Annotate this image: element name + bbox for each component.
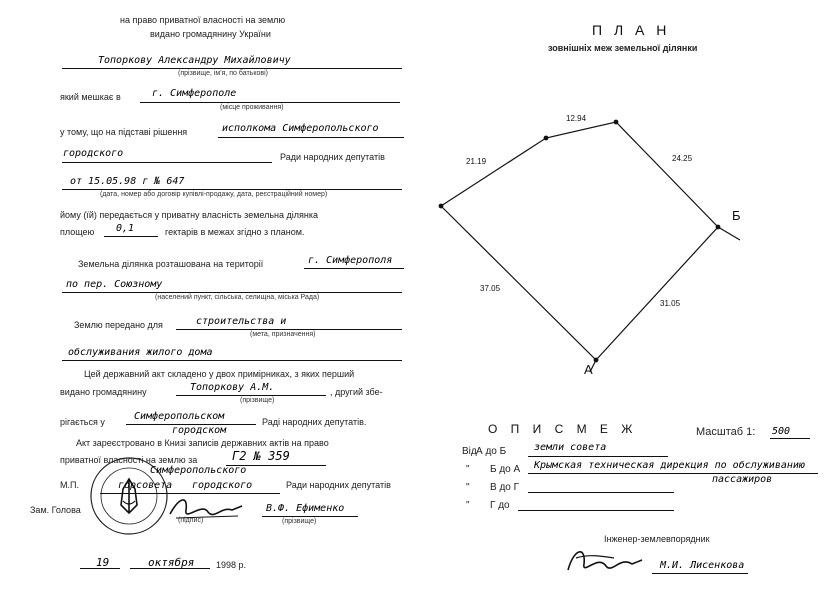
second-copy: , другий збе- xyxy=(330,387,383,397)
boundary-extension xyxy=(718,227,740,240)
underline xyxy=(528,492,674,493)
row-from-to: Г до xyxy=(490,500,510,511)
segment-length-label: 24.25 xyxy=(672,154,693,163)
point-b-label: Б xyxy=(732,208,741,223)
issued-caption: (прізвище) xyxy=(240,397,275,404)
row-from-to: В до Г xyxy=(490,482,520,493)
area-label: площею xyxy=(60,227,95,237)
vertex-point xyxy=(544,136,549,141)
signer-name: В.Ф. Ефименко xyxy=(266,503,345,514)
registered-line-1: Акт зареєстровано в Книзі записів державних актів на право xyxy=(76,438,329,448)
point-a-label: А xyxy=(584,362,593,377)
location-2: по пер. Союзному xyxy=(66,279,163,290)
underline xyxy=(528,473,818,474)
mp-label: М.П. xyxy=(60,480,79,490)
vertex-point xyxy=(439,204,444,209)
date-day: 19 xyxy=(96,556,110,569)
date-year: 1998 р. xyxy=(216,560,247,570)
plan-title: П Л А Н xyxy=(592,22,671,38)
date-month: октября xyxy=(148,556,195,569)
area-value: 0,1 xyxy=(116,223,135,234)
header-line-2: видано громадянину України xyxy=(150,29,271,39)
issued-label: видано громадянину xyxy=(60,387,147,397)
description-title: О П И С М Е Ж xyxy=(488,422,638,436)
vertex-point xyxy=(594,358,599,363)
location-1: г. Симферополя xyxy=(308,255,393,266)
transfer-line: йому (їй) передається у приватну власність земельна ділянка xyxy=(60,210,318,220)
row-value: земли совета xyxy=(534,442,607,453)
row-prefix: " xyxy=(466,482,470,493)
council-label: Ради народних депутатів xyxy=(280,152,385,162)
basis-label: у тому, що на підставі рішення xyxy=(60,127,188,137)
row-value: Крымская техническая дирекция по обслуживанию xyxy=(534,460,805,471)
purpose-1: строительства и xyxy=(196,316,287,327)
owner-name: Топоркову Александру Михайловичу xyxy=(98,55,291,66)
issued-to: Топоркову А.М. xyxy=(190,382,275,393)
head-council-3: городского xyxy=(192,480,253,491)
kept-at: Симферопольском xyxy=(134,411,225,422)
row-from-to: Б до А xyxy=(490,464,521,475)
head-suffix: Ради народних депутатів xyxy=(286,480,391,490)
copies-line: Цей державний акт складено у двох примірниках, з яких перший xyxy=(84,369,355,379)
scale-label: Масштаб 1: xyxy=(696,426,756,438)
underline xyxy=(528,456,668,457)
resides-label: який мешкає в xyxy=(60,92,121,102)
purpose-2: обслуживания жилого дома xyxy=(68,347,213,358)
plan-subtitle: зовнішніх меж земельної ділянки xyxy=(548,43,698,53)
vertex-point xyxy=(614,120,619,125)
underline xyxy=(770,438,810,439)
row-prefix: Від xyxy=(462,446,477,457)
header-line-1: на право приватної власності на землю xyxy=(120,15,286,25)
scale-value: 500 xyxy=(772,426,791,437)
residence-value: г. Симферополе xyxy=(152,88,237,99)
row-prefix: " xyxy=(466,464,470,475)
purpose-caption: (мета, призначення) xyxy=(250,331,316,338)
area-suffix: гектарів в межах згідно з планом. xyxy=(165,227,305,237)
row-value-2: пассажиров xyxy=(712,474,773,485)
segment-length-label: 37.05 xyxy=(480,284,501,293)
segment-length-label: 31.05 xyxy=(660,299,681,308)
kept-label: рігається у xyxy=(60,417,105,427)
decision-value: от 15.05.98 г № 647 xyxy=(70,176,185,187)
signer-caption: (прізвище) xyxy=(282,518,317,525)
authority-2: городского xyxy=(63,148,124,159)
head-council-1: Симферопольского xyxy=(150,465,247,476)
register-number: Г2 № 359 xyxy=(232,449,290,463)
engineer-label: Інженер-землевпорядник xyxy=(604,534,710,544)
location-label: Земельна ділянка розташована на території xyxy=(78,259,264,269)
signature-caption: (підпис) xyxy=(178,517,204,524)
kept-at-2: городском xyxy=(172,425,227,436)
residence-caption: (місце проживання) xyxy=(220,104,284,111)
underline xyxy=(518,510,674,511)
purpose-label: Землю передано для xyxy=(74,320,163,330)
row-prefix: " xyxy=(466,500,470,511)
head-council-2: горсовета xyxy=(118,480,173,491)
registered-line-2: приватної власності на землю за xyxy=(60,455,198,465)
decision-caption: (дата, номер або договір купівлі-продажу, дата, реєстраційний номер) xyxy=(100,191,328,198)
vertex-point xyxy=(716,225,721,230)
kept-suffix: Раді народних депутатів. xyxy=(262,417,367,427)
segment-length-label: 21.19 xyxy=(466,157,487,166)
underline xyxy=(652,573,748,574)
row-from-to: А до Б xyxy=(476,446,507,457)
engineer-name: М.И. Лисенкова xyxy=(660,560,745,571)
segment-length-label: 12.94 xyxy=(566,114,587,123)
engineer-signature xyxy=(562,540,646,580)
authority-1: исполкома Симферопольского xyxy=(222,123,379,134)
location-caption: (населений пункт, сільська, селищна, міська Рада) xyxy=(155,294,320,301)
owner-caption: (прізвище, ім'я, по батькові) xyxy=(178,70,268,77)
head-label: Зам. Голова xyxy=(30,505,81,515)
